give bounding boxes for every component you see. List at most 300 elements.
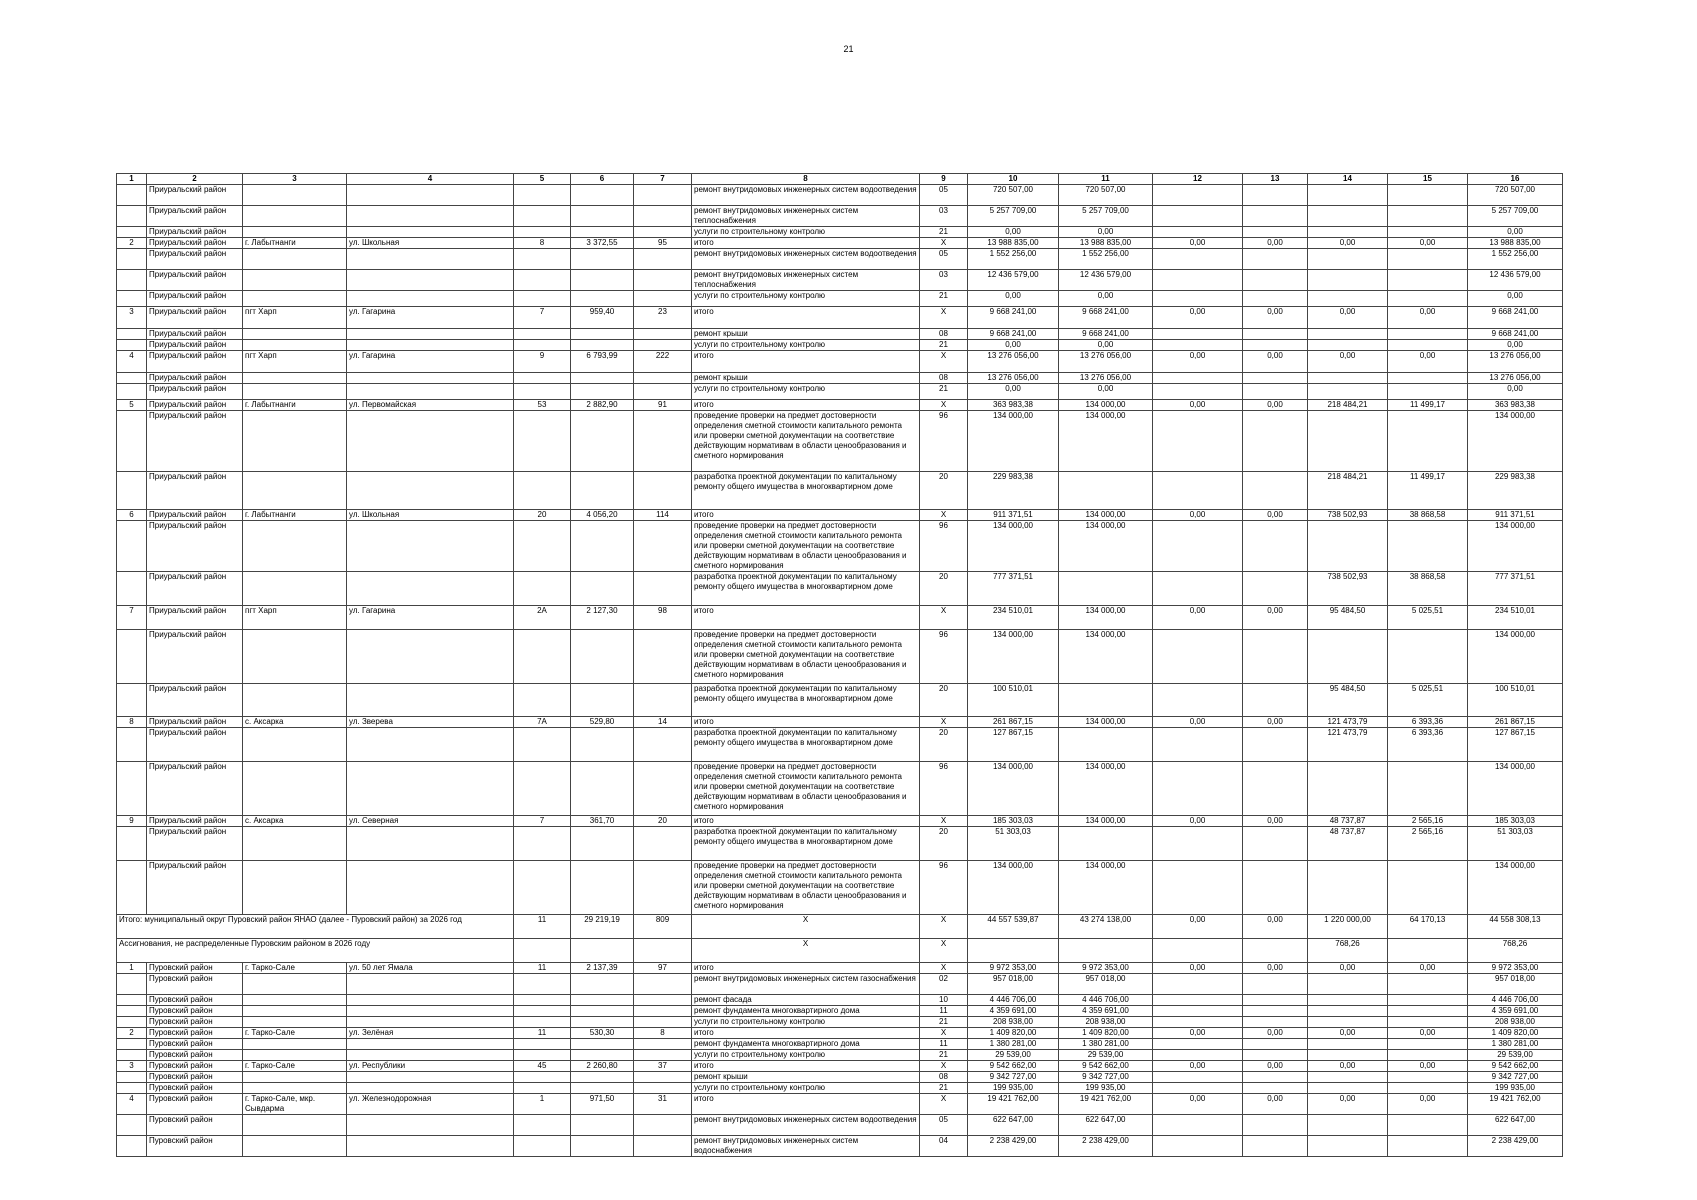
table-cell: 1: [514, 1094, 571, 1115]
table-cell: [117, 206, 147, 227]
table-row: [117, 606, 1563, 630]
table-cell: 777 371,51: [968, 572, 1059, 606]
table-cell: [243, 827, 347, 861]
table-cell: ремонт фундамента многоквартирного дома: [692, 1039, 920, 1050]
table-row: [117, 340, 1563, 351]
table-row: [117, 827, 1563, 861]
table-cell: [1388, 249, 1468, 270]
table-row: [117, 728, 1563, 762]
table-cell: Приуральский район: [147, 329, 243, 340]
table-cell: Пуровский район: [147, 1115, 243, 1136]
table-cell: [634, 1083, 692, 1094]
table-cell: [1308, 630, 1388, 684]
table-cell: [514, 206, 571, 227]
table-cell: [347, 684, 514, 717]
table-cell: 720 507,00: [1468, 185, 1563, 206]
table-cell: [634, 1072, 692, 1083]
table-cell: [243, 1115, 347, 1136]
table-cell: Пуровский район: [147, 1072, 243, 1083]
table-cell: 0,00: [1308, 1061, 1388, 1072]
table-cell: 134 000,00: [1059, 762, 1153, 816]
table-cell: [571, 472, 634, 510]
table-cell: [1388, 1083, 1468, 1094]
table-cell: 5 257 709,00: [1468, 206, 1563, 227]
table-cell: [1059, 472, 1153, 510]
table-cell: [1388, 521, 1468, 572]
table-cell: итого: [692, 963, 920, 974]
table-cell: [1388, 762, 1468, 816]
table-cell: [1059, 728, 1153, 762]
table-cell: [571, 270, 634, 291]
table-cell: ремонт внутридомовых инженерных систем теплоснабжения: [692, 206, 920, 227]
table-cell: 6 393,36: [1388, 728, 1468, 762]
table-cell: [1388, 227, 1468, 238]
table-cell: 134 000,00: [1468, 861, 1563, 915]
table-cell: 05: [920, 249, 968, 270]
table-cell: [1153, 270, 1243, 291]
table-cell: [1153, 1039, 1243, 1050]
table-cell: [1243, 1083, 1308, 1094]
table-cell: 234 510,01: [1468, 606, 1563, 630]
table-cell: [634, 1136, 692, 1157]
table-cell: [571, 630, 634, 684]
table-cell: Приуральский район: [147, 762, 243, 816]
table-cell: 53: [514, 400, 571, 411]
table-cell: [1243, 1006, 1308, 1017]
table-cell: 21: [920, 340, 968, 351]
table-cell: 9 668 241,00: [1059, 329, 1153, 340]
table-cell: 38 868,58: [1388, 510, 1468, 521]
table-cell: г. Лабытнанги: [243, 238, 347, 249]
table-cell: 0,00: [1153, 400, 1243, 411]
table-cell: 48 737,87: [1308, 827, 1388, 861]
table-cell: [117, 827, 147, 861]
table-cell: [117, 1115, 147, 1136]
table-cell: Пуровский район: [147, 963, 243, 974]
table-cell: г. Тарко-Сале: [243, 1028, 347, 1039]
table-cell: 9: [514, 351, 571, 373]
table-cell: 134 000,00: [1059, 400, 1153, 411]
summary-cell: 0,00: [1153, 915, 1243, 939]
table-cell: 261 867,15: [968, 717, 1059, 728]
column-header: 6: [571, 174, 634, 185]
table-row: [117, 1006, 1563, 1017]
table-cell: X: [920, 400, 968, 411]
table-cell: [347, 1072, 514, 1083]
table-cell: Пуровский район: [147, 974, 243, 995]
table-cell: 134 000,00: [968, 630, 1059, 684]
table-cell: [1153, 384, 1243, 400]
table-cell: [1243, 249, 1308, 270]
table-cell: [347, 270, 514, 291]
table-cell: 11: [514, 963, 571, 974]
table-cell: 1 409 820,00: [1059, 1028, 1153, 1039]
table-cell: 720 507,00: [968, 185, 1059, 206]
table-cell: [514, 827, 571, 861]
table-cell: услуги по строительному контролю: [692, 227, 920, 238]
table-cell: 13 276 056,00: [1059, 351, 1153, 373]
table-cell: 7: [514, 816, 571, 827]
table-cell: Приуральский район: [147, 227, 243, 238]
table-cell: итого: [692, 351, 920, 373]
table-cell: [347, 521, 514, 572]
table-cell: [571, 1039, 634, 1050]
table-cell: [347, 329, 514, 340]
table-cell: [117, 974, 147, 995]
table-cell: 738 502,93: [1308, 510, 1388, 521]
column-number-row: [117, 174, 1563, 185]
table-cell: [117, 373, 147, 384]
table-cell: пгт Харп: [243, 606, 347, 630]
table-cell: 127 867,15: [1468, 728, 1563, 762]
table-cell: Приуральский район: [147, 373, 243, 384]
table-cell: [243, 329, 347, 340]
table-cell: 4 359 691,00: [1059, 1006, 1153, 1017]
column-header: 5: [514, 174, 571, 185]
table-cell: [634, 1050, 692, 1061]
table-cell: [117, 1083, 147, 1094]
table-cell: 134 000,00: [1059, 630, 1153, 684]
table-cell: 1 552 256,00: [968, 249, 1059, 270]
table-cell: Пуровский район: [147, 995, 243, 1006]
table-cell: 185 303,03: [1468, 816, 1563, 827]
summary-cell: [1059, 939, 1153, 963]
table-cell: 0,00: [1388, 351, 1468, 373]
table-cell: X: [920, 1094, 968, 1115]
table-cell: [1308, 1050, 1388, 1061]
table-cell: 3: [117, 1061, 147, 1072]
table-cell: [634, 572, 692, 606]
summary-label: Ассигнования, не распределенные Пуровским районом в 2026 году: [117, 939, 514, 963]
table-cell: 1 409 820,00: [968, 1028, 1059, 1039]
table-cell: 96: [920, 630, 968, 684]
table-cell: [1153, 373, 1243, 384]
table-cell: [571, 291, 634, 307]
table-cell: итого: [692, 400, 920, 411]
table-cell: [514, 340, 571, 351]
summary-cell: 768,26: [1308, 939, 1388, 963]
table-cell: [243, 1006, 347, 1017]
table-cell: 13 276 056,00: [1468, 373, 1563, 384]
table-cell: [571, 1083, 634, 1094]
table-cell: 114: [634, 510, 692, 521]
table-cell: 0,00: [1308, 1094, 1388, 1115]
summary-cell: 44 558 308,13: [1468, 915, 1563, 939]
table-cell: Пуровский район: [147, 1083, 243, 1094]
table-cell: 20: [920, 684, 968, 717]
column-header: 4: [347, 174, 514, 185]
table-cell: 199 935,00: [1468, 1083, 1563, 1094]
table-cell: [117, 185, 147, 206]
table-cell: г. Лабытнанги: [243, 510, 347, 521]
table-cell: [1153, 827, 1243, 861]
table-cell: ул. Гагарина: [347, 606, 514, 630]
table-row: [117, 185, 1563, 206]
table-row: [117, 307, 1563, 329]
table-cell: [347, 728, 514, 762]
table-cell: 199 935,00: [1059, 1083, 1153, 1094]
table-cell: [243, 291, 347, 307]
summary-cell: X: [920, 915, 968, 939]
table-cell: 9 668 241,00: [1468, 307, 1563, 329]
table-cell: [1243, 1039, 1308, 1050]
table-cell: 20: [920, 572, 968, 606]
table-cell: разработка проектной документации по капитальному ремонту общего имущества в многоквартирном доме: [692, 684, 920, 717]
table-cell: [1388, 974, 1468, 995]
table-cell: 7: [514, 307, 571, 329]
table-cell: 0,00: [1153, 351, 1243, 373]
table-cell: 911 371,51: [968, 510, 1059, 521]
table-cell: [1153, 411, 1243, 472]
summary-cell: X: [692, 939, 920, 963]
table-cell: 1: [117, 963, 147, 974]
table-cell: 96: [920, 861, 968, 915]
table-cell: [1308, 995, 1388, 1006]
table-cell: 134 000,00: [1468, 411, 1563, 472]
table-cell: ул. Железнодорожная: [347, 1094, 514, 1115]
table-cell: [1308, 340, 1388, 351]
table-cell: [634, 206, 692, 227]
table-cell: [571, 1050, 634, 1061]
table-cell: [1308, 1039, 1388, 1050]
table-cell: пгт Харп: [243, 351, 347, 373]
table-cell: [1153, 1006, 1243, 1017]
table-cell: [243, 572, 347, 606]
table-cell: [1059, 827, 1153, 861]
table-cell: [1243, 340, 1308, 351]
table-cell: [634, 1115, 692, 1136]
table-cell: [1388, 1115, 1468, 1136]
table-cell: [1059, 684, 1153, 717]
table-cell: X: [920, 1061, 968, 1072]
table-cell: [514, 1050, 571, 1061]
table-row: [117, 816, 1563, 827]
table-cell: Приуральский район: [147, 827, 243, 861]
table-cell: Пуровский район: [147, 1028, 243, 1039]
table-cell: [571, 827, 634, 861]
table-cell: 0,00: [1153, 963, 1243, 974]
table-cell: 11 499,17: [1388, 472, 1468, 510]
table-cell: [117, 227, 147, 238]
summary-cell: X: [692, 915, 920, 939]
table-cell: 2 238 429,00: [1468, 1136, 1563, 1157]
table-cell: 234 510,01: [968, 606, 1059, 630]
table-cell: 20: [514, 510, 571, 521]
table-row: [117, 329, 1563, 340]
table-cell: [347, 472, 514, 510]
table-cell: 363 983,38: [1468, 400, 1563, 411]
table-cell: [634, 185, 692, 206]
table-cell: [243, 227, 347, 238]
table-cell: [514, 1115, 571, 1136]
table-cell: 48 737,87: [1308, 816, 1388, 827]
table-cell: [571, 1115, 634, 1136]
table-cell: X: [920, 717, 968, 728]
table-cell: [1153, 206, 1243, 227]
table-cell: [514, 1083, 571, 1094]
table-cell: 0,00: [1243, 510, 1308, 521]
table-cell: 134 000,00: [968, 861, 1059, 915]
table-cell: 19 421 762,00: [1059, 1094, 1153, 1115]
table-cell: [1388, 329, 1468, 340]
table-cell: [634, 329, 692, 340]
table-cell: итого: [692, 816, 920, 827]
table-row: [117, 291, 1563, 307]
table-cell: [514, 974, 571, 995]
table-cell: 0,00: [1243, 816, 1308, 827]
table-cell: [514, 472, 571, 510]
table-cell: 04: [920, 1136, 968, 1157]
table-cell: 0,00: [1153, 510, 1243, 521]
table-cell: 29 539,00: [1468, 1050, 1563, 1061]
table-cell: 0,00: [1308, 963, 1388, 974]
table-cell: 0,00: [1059, 227, 1153, 238]
table-cell: 19 421 762,00: [968, 1094, 1059, 1115]
table-cell: 957 018,00: [1059, 974, 1153, 995]
table-cell: 0,00: [1059, 291, 1153, 307]
table-cell: 37: [634, 1061, 692, 1072]
table-cell: 4 446 706,00: [1059, 995, 1153, 1006]
table-cell: 1 552 256,00: [1059, 249, 1153, 270]
table-cell: [1308, 861, 1388, 915]
table-cell: 20: [920, 472, 968, 510]
column-header: 1: [117, 174, 147, 185]
table-cell: 13 276 056,00: [1059, 373, 1153, 384]
table-cell: Приуральский район: [147, 270, 243, 291]
table-cell: услуги по строительному контролю: [692, 1083, 920, 1094]
table-cell: 2 238 429,00: [968, 1136, 1059, 1157]
table-cell: 0,00: [968, 340, 1059, 351]
table-cell: 0,00: [968, 291, 1059, 307]
table-cell: 13 988 835,00: [1468, 238, 1563, 249]
table-cell: 0,00: [1388, 1094, 1468, 1115]
summary-cell: [968, 939, 1059, 963]
table-cell: итого: [692, 307, 920, 329]
summary-cell: [514, 939, 571, 963]
table-cell: [514, 995, 571, 1006]
table-cell: [117, 340, 147, 351]
table-cell: Пуровский район: [147, 1061, 243, 1072]
table-cell: 134 000,00: [1059, 816, 1153, 827]
table-cell: [243, 1017, 347, 1028]
table-cell: г. Лабытнанги: [243, 400, 347, 411]
table-cell: [243, 340, 347, 351]
table-cell: 13 276 056,00: [1468, 351, 1563, 373]
table-cell: 1 380 281,00: [1059, 1039, 1153, 1050]
table-cell: 229 983,38: [1468, 472, 1563, 510]
table-cell: 2А: [514, 606, 571, 630]
table-cell: [1308, 411, 1388, 472]
table-cell: 222: [634, 351, 692, 373]
table-cell: услуги по строительному контролю: [692, 291, 920, 307]
table-cell: 97: [634, 963, 692, 974]
table-cell: 0,00: [1388, 1028, 1468, 1039]
table-cell: 134 000,00: [1059, 606, 1153, 630]
table-cell: 2 565,16: [1388, 816, 1468, 827]
table-cell: 12 436 579,00: [1059, 270, 1153, 291]
table-cell: [347, 827, 514, 861]
table-cell: [634, 340, 692, 351]
table-cell: [1243, 1136, 1308, 1157]
table-row: [117, 1028, 1563, 1039]
table-cell: [243, 684, 347, 717]
table-cell: 738 502,93: [1308, 572, 1388, 606]
table-cell: разработка проектной документации по капитальному ремонту общего имущества в многоквартирном доме: [692, 472, 920, 510]
table-cell: [347, 1136, 514, 1157]
table-cell: 08: [920, 373, 968, 384]
table-cell: 10: [920, 995, 968, 1006]
table-cell: 7: [117, 606, 147, 630]
table-cell: [1243, 728, 1308, 762]
table-cell: 0,00: [1468, 384, 1563, 400]
table-cell: 21: [920, 1017, 968, 1028]
table-cell: [514, 861, 571, 915]
table-cell: [1153, 249, 1243, 270]
table-cell: [634, 384, 692, 400]
table-cell: [1243, 521, 1308, 572]
table-cell: 98: [634, 606, 692, 630]
table-cell: Приуральский район: [147, 185, 243, 206]
table-cell: [117, 762, 147, 816]
table-cell: [1388, 995, 1468, 1006]
table-cell: [243, 206, 347, 227]
table-cell: [347, 185, 514, 206]
summary-cell: [571, 939, 634, 963]
table-cell: [1153, 185, 1243, 206]
table-cell: 134 000,00: [968, 521, 1059, 572]
table-cell: 2 127,30: [571, 606, 634, 630]
table-row: [117, 1072, 1563, 1083]
table-row: [117, 400, 1563, 411]
table-row: [117, 411, 1563, 472]
table-cell: 0,00: [1153, 816, 1243, 827]
capital-repair-table: [116, 173, 1563, 1157]
table-cell: [1243, 995, 1308, 1006]
table-cell: [1243, 411, 1308, 472]
table-cell: 0,00: [1243, 963, 1308, 974]
table-cell: [347, 630, 514, 684]
table-cell: [117, 1039, 147, 1050]
table-row: [117, 521, 1563, 572]
table-cell: ул. Первомайская: [347, 400, 514, 411]
table-cell: 9: [117, 816, 147, 827]
table-cell: 229 983,38: [968, 472, 1059, 510]
table-cell: [243, 373, 347, 384]
table-cell: 2: [117, 238, 147, 249]
table-cell: [1308, 521, 1388, 572]
summary-label: Итого: муниципальный округ Пуровский район ЯНАО (далее - Пуровский район) за 2026 год: [117, 915, 514, 939]
table-cell: [1243, 227, 1308, 238]
table-cell: 185 303,03: [968, 816, 1059, 827]
table-cell: 11: [920, 1006, 968, 1017]
table-cell: 9 972 353,00: [968, 963, 1059, 974]
table-cell: проведение проверки на предмет достоверности определения сметной стоимости капитального ремонта или проверки сметной документации на соответствие действующим нормативам в области ценообразования и сметного нормирования: [692, 411, 920, 472]
table-cell: [1388, 861, 1468, 915]
table-cell: 1 380 281,00: [968, 1039, 1059, 1050]
table-cell: 0,00: [1243, 606, 1308, 630]
table-cell: 19 421 762,00: [1468, 1094, 1563, 1115]
table-cell: 4: [117, 351, 147, 373]
table-cell: [1308, 1017, 1388, 1028]
table-cell: [1308, 762, 1388, 816]
table-cell: [117, 472, 147, 510]
table-cell: 2 238 429,00: [1059, 1136, 1153, 1157]
table-cell: 622 647,00: [1468, 1115, 1563, 1136]
table-cell: [1308, 249, 1388, 270]
table-cell: [243, 249, 347, 270]
table-cell: 6 793,99: [571, 351, 634, 373]
table-cell: [347, 373, 514, 384]
